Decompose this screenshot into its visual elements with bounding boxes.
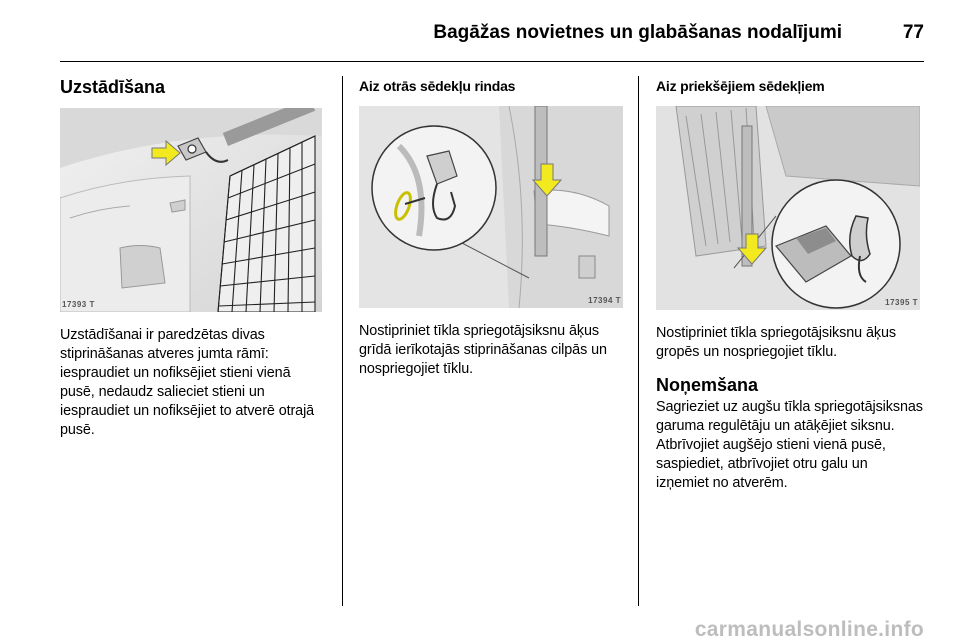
column-divider-1 [342,76,343,606]
removal-text: Sagrieziet uz augšu tīkla spriegotājsiksnas garuma regulētāju un atāķējiet siksnu. Atbrīvojiet augšējo stieni vienā pusē, saspiediet, atbrīvojiet otru galu un izņemiet no atverēm. [656,399,923,491]
figure-code: 17393 T [62,300,95,309]
figure-code: 17395 T [885,298,918,307]
page-title: Bagāžas novietnes un glabāšanas nodalījumi [433,22,842,43]
watermark: carmanualsonline.info [694,618,924,641]
groove-illustration [656,106,920,310]
figure-floor-loops [359,106,623,308]
figure-roof-mount [60,108,322,312]
front-seats-heading: Aiz priekšējiem sēdekļiem [656,78,825,94]
figure-grooves [656,106,920,310]
column-front-seats [656,76,924,493]
installation-text: Uzstādīšanai ir paredzētas divas stiprināšanas atveres jumta rāmī: iespraudiet un nofiksējiet stieni vienā pusē, nedaudz salieciet stieni un iespraudiet un nofiksējiet to atverē otrajā pusē. [60,327,315,438]
second-row-text: Nostipriniet tīkla spriegotājsiksnu āķus grīdā ierīkotajās stiprināšanas cilpās un nospriegojiet tīklu. [359,323,607,377]
header-rule [60,61,924,62]
removal-heading: Noņemšana [656,375,759,395]
roof-mount-illustration [60,108,322,312]
figure-code: 17394 T [588,296,621,305]
installation-heading: Uzstādīšana [60,77,166,97]
page-number: 77 [902,22,924,43]
column-second-row [359,76,624,379]
second-row-heading: Aiz otrās sēdekļu rindas [359,78,516,94]
column-divider-2 [638,76,639,606]
front-seats-text: Nostipriniet tīkla spriegotājsiksnu āķus gropēs un nospriegojiet tīklu. [656,325,896,360]
floor-loop-illustration [359,106,623,308]
column-installation [60,76,325,440]
